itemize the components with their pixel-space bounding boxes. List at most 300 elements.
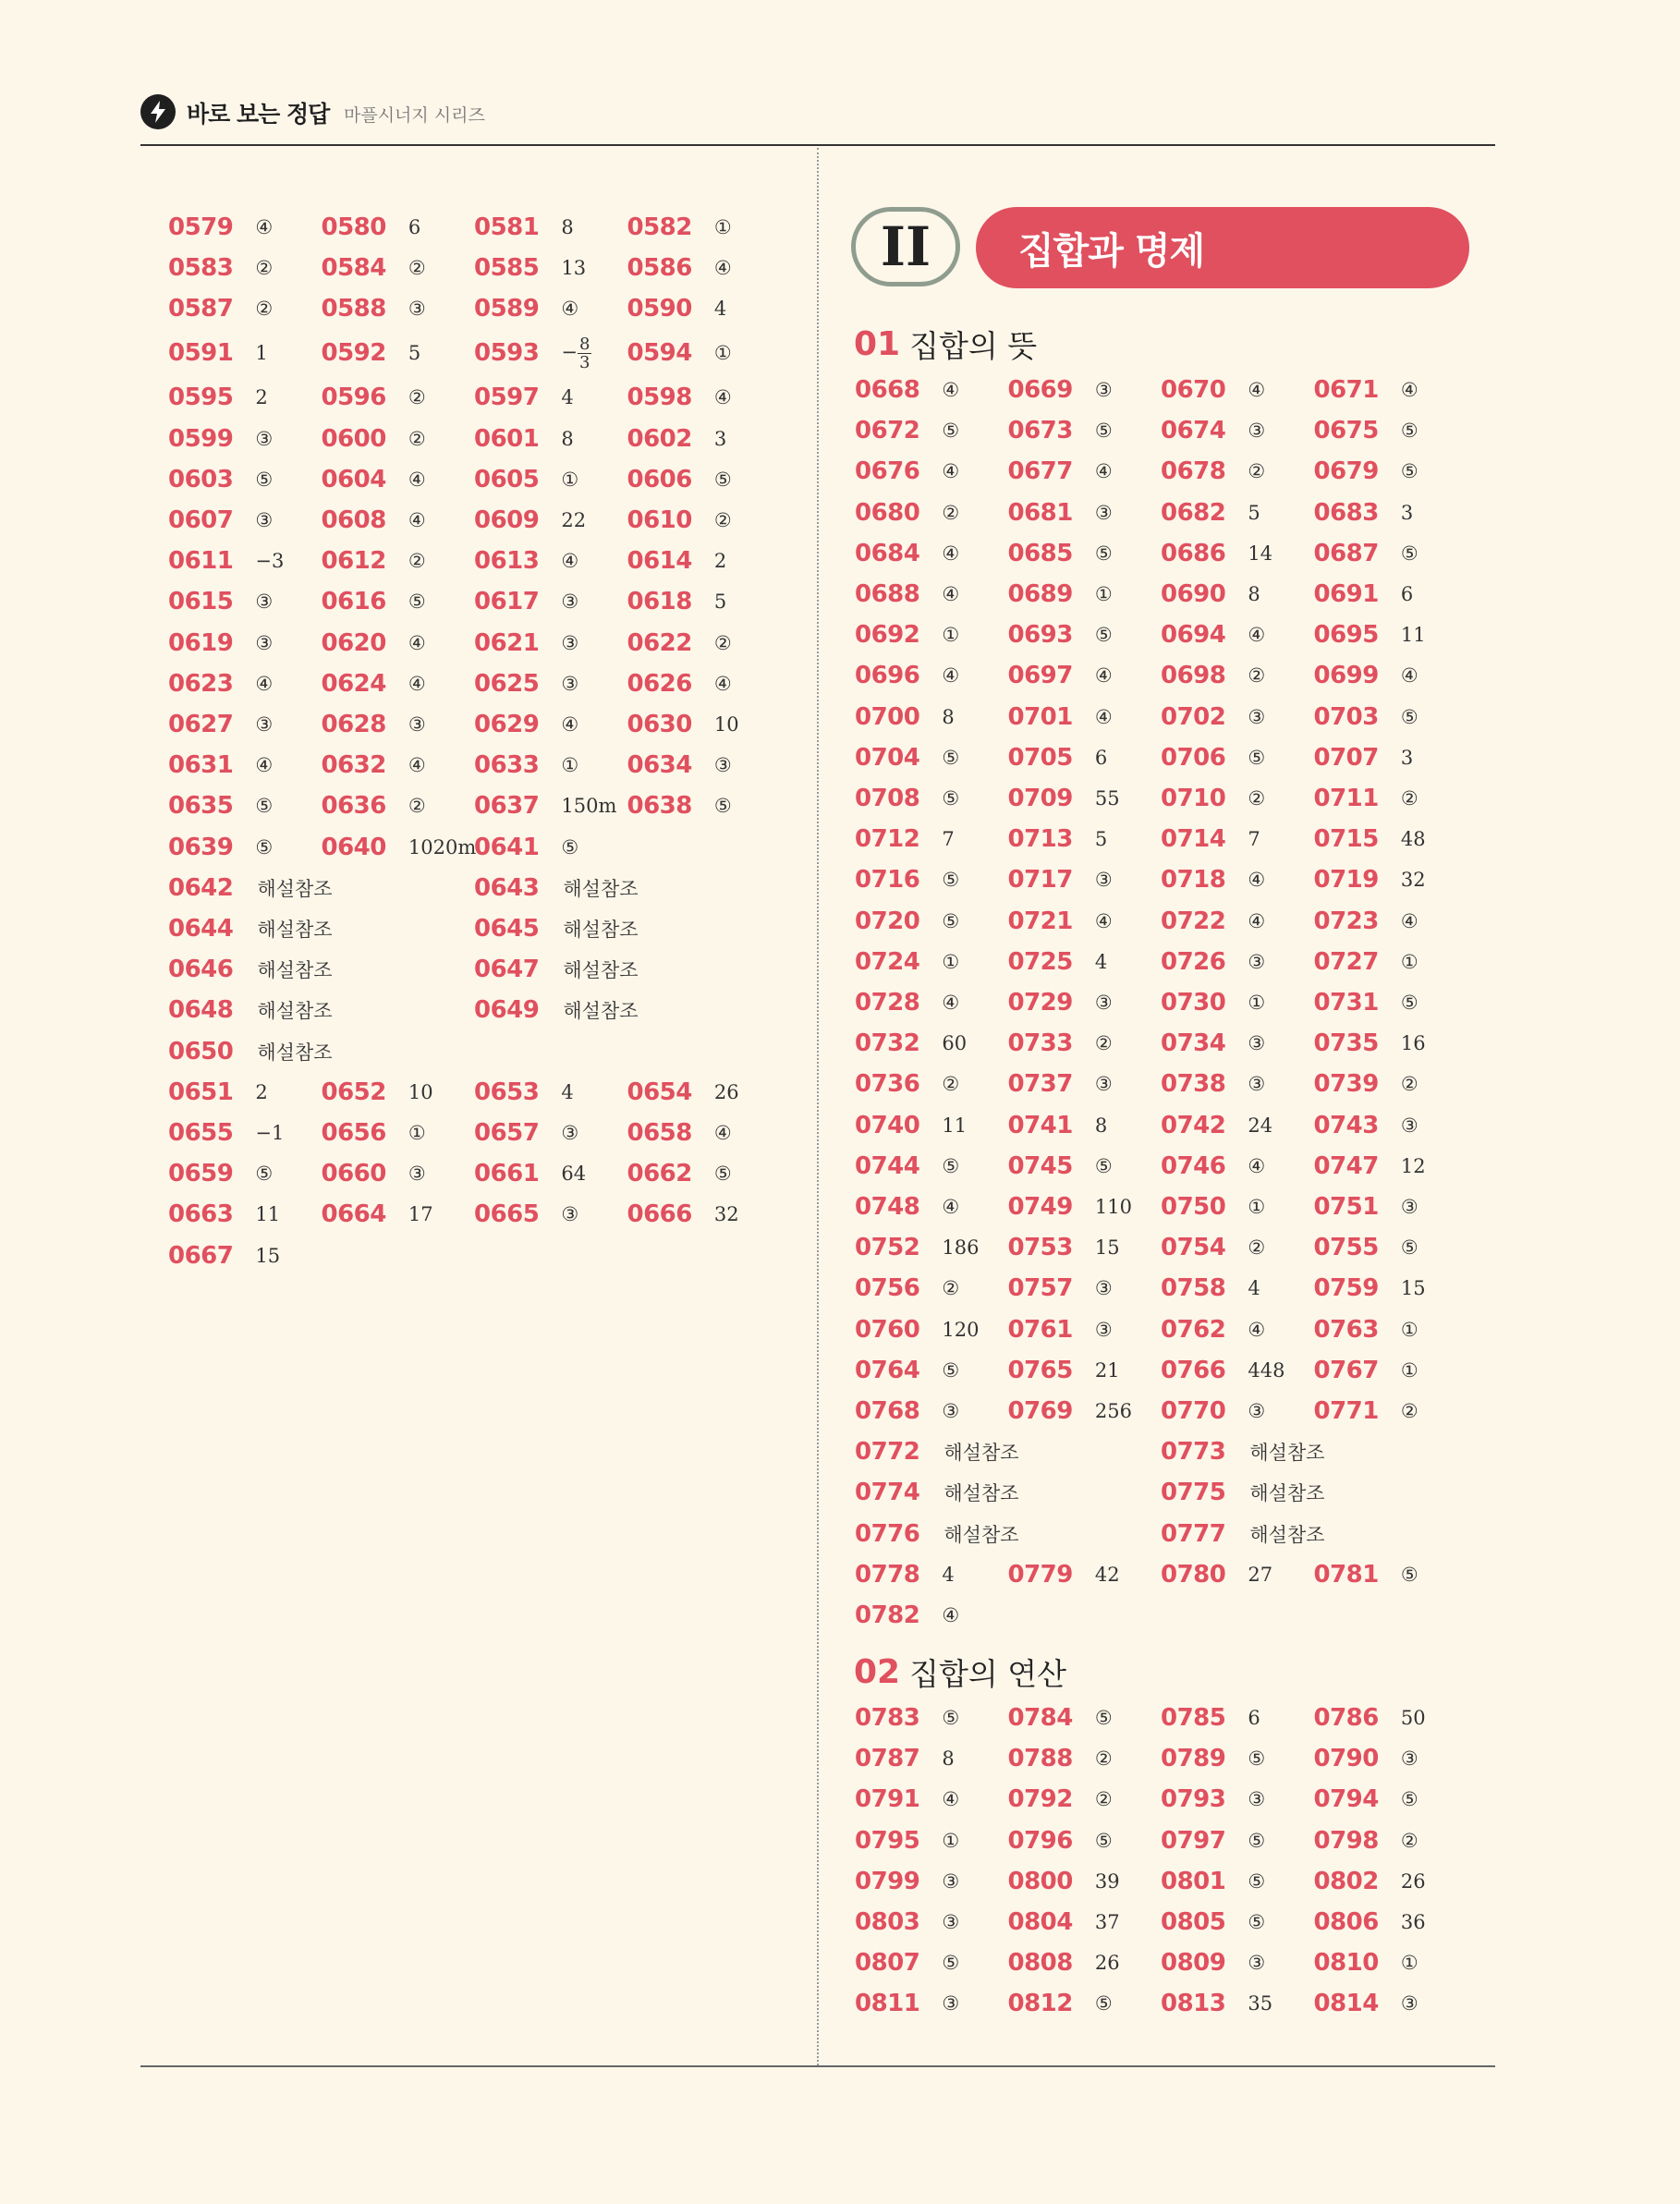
answer-value: 120 [942, 1318, 980, 1341]
answer-value: ③ [561, 1122, 579, 1144]
answer-entry [474, 502, 586, 539]
problem-number: 0588 [321, 295, 386, 323]
answer-value: 150m [561, 795, 617, 818]
answer-value: 해설참조 [943, 1442, 1019, 1465]
problem-number: 0728 [855, 989, 920, 1017]
answer-value: ⑤ [1400, 992, 1418, 1014]
answer-entry [1008, 1556, 1120, 1593]
chapter-title: 집합과 명제 [976, 207, 1469, 288]
answer-value: 해설참조 [943, 1523, 1019, 1546]
answer-entry [168, 951, 333, 988]
section-heading-2 [854, 1650, 1066, 1694]
answer-value: ④ [1094, 460, 1113, 483]
problem-number: 0675 [1313, 417, 1379, 445]
answer-value: 해설참조 [1249, 1523, 1325, 1546]
problem-number: 0670 [1161, 376, 1226, 404]
problem-number: 0805 [1161, 1908, 1226, 1936]
answer-value: ⑤ [1248, 1747, 1266, 1771]
answer-value: ② [1400, 1829, 1418, 1852]
answer-entry [1314, 1822, 1418, 1859]
answer-entry [1161, 1352, 1284, 1389]
fraction-numerator: 8 [578, 334, 590, 354]
answer-value: ③ [1248, 1032, 1266, 1055]
problem-number: 0607 [168, 506, 234, 534]
answer-entry [322, 747, 426, 784]
problem-number: 0810 [1313, 1949, 1379, 1978]
answer-entry [1314, 1311, 1418, 1348]
answer-entry [168, 829, 273, 866]
answer-entry [1161, 494, 1260, 531]
answer-entry [1008, 1944, 1120, 1981]
answer-entry [474, 542, 578, 579]
answer-entry [1314, 412, 1418, 449]
answer-entry [322, 583, 426, 620]
answer-value: ⑤ [1248, 746, 1266, 769]
answer-entry [168, 910, 333, 947]
answer-value: ③ [1248, 1400, 1266, 1422]
problem-number: 0808 [1007, 1949, 1073, 1978]
answer-value: 36 [1400, 1911, 1426, 1933]
answer-entry [322, 1114, 426, 1151]
answer-entry [322, 209, 421, 246]
answer-entry [168, 992, 333, 1029]
answer-entry [855, 371, 959, 408]
answer-value: 15 [1400, 1277, 1426, 1300]
answer-value: ⑤ [713, 468, 732, 491]
answer-value: ② [1248, 664, 1266, 688]
answer-value: ⑤ [1094, 624, 1113, 647]
problem-number: 0611 [168, 547, 234, 576]
problem-number: 0580 [321, 213, 386, 241]
answer-entry [474, 951, 639, 988]
answer-value: 3 [713, 427, 727, 450]
problem-number: 0597 [474, 384, 540, 412]
problem-number: 0653 [474, 1078, 540, 1106]
answer-entry [322, 625, 426, 662]
problem-number: 0733 [1007, 1029, 1073, 1058]
answer-value: ③ [561, 672, 579, 695]
problem-number: 0736 [855, 1070, 920, 1099]
answer-value: ② [408, 427, 426, 450]
answer-value: ④ [942, 1788, 960, 1811]
answer-value: ⑤ [1094, 542, 1113, 565]
answer-value: ④ [713, 1122, 732, 1144]
answer-entry [474, 461, 578, 498]
answer-entry [1161, 1270, 1260, 1307]
problem-number: 0633 [474, 751, 540, 780]
answer-entry [1161, 1516, 1325, 1553]
problem-number: 0624 [321, 669, 386, 698]
problem-number: 0715 [1313, 825, 1379, 854]
answer-entry [1314, 944, 1418, 980]
answer-entry [474, 829, 578, 866]
answer-entry [168, 1155, 273, 1192]
answer-entry [1161, 1107, 1272, 1144]
problem-number: 0621 [474, 628, 540, 657]
answer-entry [1008, 1822, 1113, 1859]
answer-value: 15 [255, 1244, 281, 1267]
problem-number: 0640 [321, 833, 386, 861]
problem-number: 0590 [627, 295, 692, 323]
answer-entry [627, 461, 732, 498]
answer-value: 4 [561, 386, 574, 409]
problem-number: 0692 [855, 621, 920, 650]
answer-entry [855, 903, 959, 940]
answer-value: 256 [1094, 1400, 1132, 1422]
chapter-badge: II [851, 207, 960, 286]
answer-entry [1161, 1025, 1265, 1062]
problem-number: 0681 [1007, 498, 1073, 527]
problem-number: 0696 [855, 662, 920, 690]
section-title: 집합의 뜻 [909, 327, 1038, 364]
answer-value: 186 [942, 1236, 980, 1260]
answer-value: 해설참조 [563, 1000, 639, 1023]
problem-number: 0667 [168, 1241, 234, 1270]
answer-entry [1314, 739, 1414, 776]
problem-number: 0785 [1161, 1704, 1226, 1732]
problem-number: 0811 [855, 1990, 920, 2018]
answer-value: ⑤ [1400, 1788, 1418, 1811]
problem-number: 0604 [321, 465, 386, 493]
answer-entry [627, 209, 732, 246]
header-rule [140, 144, 1495, 146]
answer-entry [1008, 1393, 1132, 1430]
problem-number: 0799 [855, 1867, 920, 1895]
answer-entry [855, 1065, 959, 1102]
answer-value: ③ [1094, 1277, 1113, 1300]
answer-value: ② [1400, 787, 1418, 810]
answer-value: ③ [942, 1400, 960, 1422]
answer-value: ② [1400, 1073, 1418, 1096]
problem-number: 0813 [1161, 1990, 1226, 2018]
answer-entry [1314, 1148, 1426, 1185]
answer-entry [1161, 1985, 1272, 2022]
problem-number: 0711 [1313, 785, 1379, 812]
answer-entry [627, 1114, 732, 1151]
answer-entry [1314, 657, 1418, 694]
problem-number: 0705 [1007, 743, 1073, 772]
problem-number: 0673 [1007, 417, 1073, 445]
answer-value: ⑤ [942, 1358, 960, 1382]
answer-value: ③ [713, 754, 732, 777]
answer-entry [855, 1740, 955, 1777]
answer-entry [474, 1074, 574, 1111]
answer-value: ③ [1094, 992, 1113, 1014]
answer-value: ⑤ [942, 420, 960, 443]
answer-value: ② [408, 550, 426, 573]
problem-number: 0618 [627, 588, 692, 616]
answer-entry [855, 739, 959, 776]
answer-value: ③ [1248, 420, 1266, 443]
answer-value: ⑤ [942, 746, 960, 769]
problem-number: 0616 [321, 588, 386, 616]
answer-entry [1008, 1904, 1120, 1941]
answer-value: ② [713, 509, 732, 531]
answer-value: ③ [1400, 1747, 1418, 1771]
problem-number: 0646 [168, 956, 234, 984]
answer-value: 15 [1094, 1236, 1120, 1260]
problem-number: 0582 [627, 213, 692, 241]
answer-entry [1161, 1944, 1265, 1981]
problem-number: 0599 [168, 424, 234, 453]
problem-number: 0631 [168, 751, 234, 780]
answer-value: 해설참조 [257, 1041, 333, 1064]
problem-number: 0674 [1161, 417, 1226, 445]
problem-number: 0737 [1007, 1070, 1073, 1099]
problem-number: 0680 [855, 498, 920, 527]
answer-value: 64 [561, 1163, 587, 1186]
answer-value: 2 [255, 386, 268, 409]
answer-entry [168, 542, 284, 579]
answer-value: ⑤ [713, 1163, 732, 1186]
fraction-denominator: 3 [578, 352, 590, 372]
problem-number: 0771 [1313, 1397, 1379, 1425]
problem-number: 0615 [168, 588, 234, 616]
answer-entry [1161, 944, 1265, 980]
answer-entry [168, 379, 268, 416]
answer-value: ② [1400, 1400, 1418, 1422]
answer-value: 7 [942, 828, 955, 851]
problem-number: 0741 [1007, 1111, 1073, 1139]
problem-number: 0665 [474, 1200, 540, 1229]
problem-number: 0643 [474, 873, 540, 902]
answer-entry [168, 787, 273, 824]
answer-entry [1161, 1822, 1265, 1859]
problem-number: 0598 [627, 384, 692, 412]
problem-number: 0656 [321, 1119, 386, 1147]
problem-number: 0797 [1161, 1826, 1226, 1855]
problem-number: 0757 [1007, 1274, 1073, 1303]
answer-entry [855, 1107, 967, 1144]
answer-entry [1314, 780, 1418, 817]
answer-entry [1008, 371, 1113, 408]
answer-entry [168, 1114, 284, 1151]
problem-number: 0587 [168, 295, 234, 323]
answer-value: 5 [1248, 501, 1260, 524]
problem-number: 0812 [1007, 1990, 1073, 2018]
answer-value: ④ [408, 468, 426, 491]
answer-entry [322, 1155, 426, 1192]
problem-number: 0708 [855, 785, 920, 812]
series-name: 마플시너지 시리즈 [344, 105, 485, 126]
answer-value: ② [408, 386, 426, 409]
problem-number: 0703 [1313, 702, 1379, 731]
problem-number: 0789 [1161, 1745, 1226, 1773]
answer-entry [855, 1148, 959, 1185]
answer-value: ③ [1094, 379, 1113, 401]
answer-entry [1161, 1863, 1265, 1900]
section-number: 02 [854, 1652, 901, 1691]
answer-entry [474, 250, 586, 286]
problem-number: 0806 [1313, 1908, 1379, 1936]
answer-value: ④ [1248, 1154, 1266, 1177]
answer-entry [1161, 861, 1265, 898]
problem-number: 0642 [168, 873, 234, 902]
problem-number: 0614 [627, 547, 692, 576]
answer-value: ③ [1248, 950, 1266, 973]
answer-value: ③ [255, 509, 274, 531]
answer-entry [474, 583, 578, 620]
answer-value: ① [942, 950, 960, 973]
answer-entry [855, 412, 959, 449]
answer-entry [627, 335, 732, 371]
answer-entry [168, 335, 268, 371]
problem-number: 0628 [321, 711, 386, 738]
answer-entry [474, 787, 616, 824]
problem-number: 0626 [627, 669, 692, 698]
answer-entry [322, 379, 426, 416]
problem-number: 0584 [321, 254, 386, 283]
answer-value: 448 [1248, 1358, 1285, 1382]
problem-number: 0740 [855, 1111, 920, 1139]
problem-number: 0620 [321, 628, 386, 657]
answer-value: ⑤ [1400, 1236, 1418, 1260]
answer-value: ④ [1248, 869, 1266, 892]
answer-value: 26 [1094, 1952, 1120, 1975]
problem-number: 0630 [627, 711, 692, 738]
answer-value: 22 [561, 509, 587, 531]
answer-entry [1161, 903, 1265, 940]
problem-number: 0678 [1161, 457, 1226, 486]
problem-number: 0706 [1161, 743, 1226, 772]
answer-value: ③ [561, 631, 579, 654]
answer-entry [855, 576, 959, 613]
answer-value: 24 [1248, 1114, 1273, 1137]
answer-value: ③ [1094, 1318, 1113, 1341]
problem-number: 0782 [855, 1601, 920, 1629]
answer-value: 5 [1094, 828, 1108, 851]
answer-value: 해설참조 [563, 959, 639, 982]
answer-value: 3 [1400, 746, 1414, 769]
problem-number: 0600 [321, 424, 386, 453]
answer-entry [855, 453, 959, 490]
answer-value: ② [1094, 1032, 1113, 1055]
answer-entry [855, 1025, 967, 1062]
answer-value: ⑤ [1248, 1911, 1266, 1933]
answer-entry [1161, 1699, 1260, 1736]
answer-value: 35 [1248, 1992, 1273, 2015]
answer-entry [855, 1270, 959, 1307]
answer-value: ④ [1400, 664, 1418, 688]
answer-entry [1314, 1863, 1426, 1900]
answer-entry [1161, 371, 1265, 408]
answer-entry [474, 1196, 578, 1233]
problem-number: 0617 [474, 588, 540, 616]
answer-entry [1161, 576, 1260, 613]
answer-value: ④ [713, 672, 732, 695]
problem-number: 0739 [1313, 1070, 1379, 1099]
problem-number: 0632 [321, 751, 386, 780]
problem-number: 0704 [855, 743, 920, 772]
answer-value: ④ [408, 509, 426, 531]
answer-entry [855, 1229, 979, 1266]
answer-value: 2 [713, 550, 727, 573]
answer-value: 1 [255, 342, 268, 365]
answer-entry [1314, 616, 1426, 653]
answer-entry [855, 494, 959, 531]
answer-value: ④ [255, 216, 274, 238]
answer-value: 16 [1400, 1032, 1426, 1055]
answer-entry [1008, 699, 1113, 736]
answer-value: 110 [1094, 1196, 1132, 1218]
answer-entry [1314, 1270, 1426, 1307]
footer-rule [140, 2065, 1495, 2067]
answer-value: ③ [1094, 869, 1113, 892]
problem-number: 0672 [855, 417, 920, 445]
answer-value: ③ [408, 298, 426, 321]
problem-number: 0702 [1161, 702, 1226, 731]
answer-value: ④ [255, 672, 274, 695]
problem-number: 0623 [168, 669, 234, 698]
problem-number: 0636 [321, 792, 386, 821]
problem-number: 0695 [1313, 621, 1379, 650]
problem-number: 0700 [855, 702, 920, 731]
problem-number: 0780 [1161, 1560, 1226, 1589]
answer-value: ② [408, 257, 426, 280]
answer-entry [168, 1196, 280, 1233]
problem-number: 0745 [1007, 1151, 1073, 1180]
answer-value: 48 [1400, 828, 1426, 851]
answer-entry [1314, 984, 1418, 1021]
answer-entry [627, 420, 727, 457]
problem-number: 0756 [855, 1274, 920, 1303]
problem-number: 0688 [855, 580, 920, 608]
problem-number: 0752 [855, 1234, 920, 1262]
answer-value: ② [1248, 1236, 1266, 1260]
answer-value: ③ [408, 1163, 426, 1186]
answer-entry [1008, 1065, 1113, 1102]
answer-value: ① [1094, 583, 1113, 605]
problem-number: 0650 [168, 1037, 234, 1065]
answer-entry [855, 1863, 959, 1900]
problem-number: 0627 [168, 711, 234, 738]
answer-value: 13 [561, 257, 587, 280]
answer-value: ⑤ [942, 909, 960, 932]
problem-number: 0579 [168, 213, 234, 241]
problem-number: 0803 [855, 1908, 920, 1936]
answer-value: 4 [1094, 950, 1108, 973]
answer-entry [168, 209, 273, 246]
answer-value: ⑤ [255, 1163, 274, 1186]
answer-entry [168, 502, 273, 539]
answer-entry [474, 209, 574, 246]
problem-number: 0798 [1313, 1826, 1379, 1855]
answer-value: ④ [561, 550, 579, 573]
answer-value: 해설참조 [257, 919, 333, 941]
answer-entry [855, 1781, 959, 1818]
answer-entry [168, 870, 333, 907]
problem-number: 0732 [855, 1029, 920, 1058]
problem-number: 0676 [855, 457, 920, 486]
problem-number: 0807 [855, 1949, 920, 1978]
problem-number: 0608 [321, 506, 386, 534]
problem-number: 0744 [855, 1151, 920, 1180]
answer-value: ② [255, 298, 274, 321]
problem-number: 0586 [627, 254, 692, 283]
answer-entry [1314, 453, 1418, 490]
answer-entry [1008, 1148, 1113, 1185]
problem-number: 0792 [1007, 1785, 1073, 1814]
problem-number: 0585 [474, 254, 540, 283]
answer-entry [1314, 576, 1414, 613]
answer-value: ② [1248, 787, 1266, 810]
answer-entry [1161, 780, 1265, 817]
answer-entry [855, 1474, 1019, 1511]
problem-number: 0707 [1313, 743, 1379, 772]
problem-number: 0793 [1161, 1785, 1226, 1814]
problem-number: 0698 [1161, 662, 1226, 690]
problem-number: 0639 [168, 833, 234, 861]
